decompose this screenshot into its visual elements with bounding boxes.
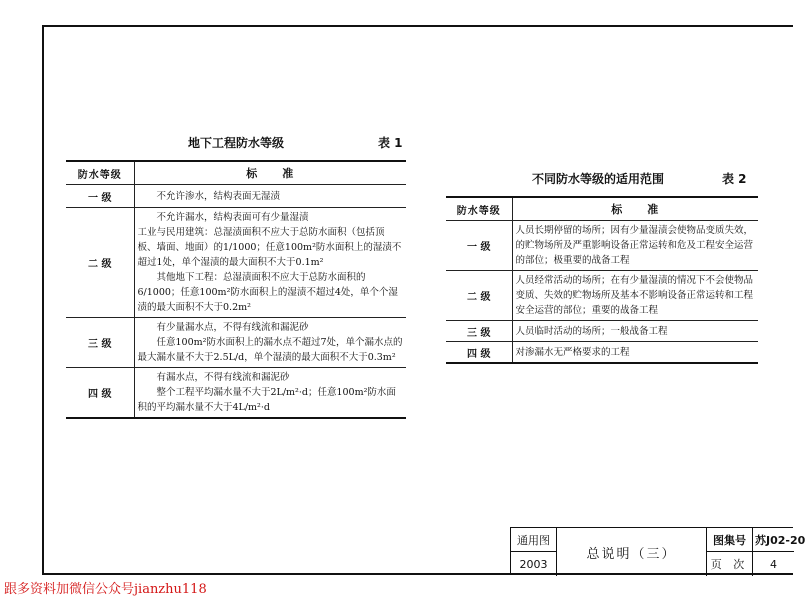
table2-header-standard: 标 准: [512, 197, 758, 221]
table2-cell-4: 对渗漏水无严格要求的工程: [512, 342, 758, 364]
table1-title: 地下工程防水等级: [188, 136, 285, 150]
table1-row2-line2: 工业与民用建筑：总湿渍面积不应大于总防水面积（包括顶板、墙面、地面）的1/1000；任意100m²防水面积上的湿渍不超过1处，单个湿渍的最大面积不大于0.1m²: [137, 227, 402, 268]
table1-row2-line3: 其他地下工程：总湿渍面积不应大于总防水面积的6/1000；任意100m²防水面积上的湿渍不超过4处，单个个湿渍的最大面积不大于0.2m²: [137, 272, 398, 313]
table1-row1-line1: 不允许渗水，结构表面无湿渍: [156, 190, 281, 202]
table2-title: 不同防水等级的适用范围: [532, 172, 665, 186]
table1-row3-line2: 任意100m²防水面积上的漏水点不超过7处，单个漏水点的最大漏水量不大于2.5L/d，单个湿渍的最大面积不大于0.3m²: [137, 337, 403, 363]
table2-label: 表 2: [722, 172, 747, 186]
sheet-title: 总说明（三）: [557, 528, 707, 576]
table-row: [446, 221, 758, 271]
page-number-value: 4: [770, 557, 777, 571]
table1-level-4: 四 级: [66, 368, 134, 419]
table1-cell-2: [134, 208, 406, 318]
table1-row4-line1: 有漏水点，不得有线流和漏泥砂: [156, 372, 290, 383]
title-block: [510, 527, 805, 575]
table-row: [446, 271, 758, 321]
table1: [66, 160, 406, 419]
atlas-number-value: 苏J02-20: [753, 528, 794, 552]
watermark-text: 跟多资料加微信公众号jianzhu118: [4, 582, 207, 597]
atlas-number-label: 图集号: [707, 528, 753, 552]
table2-level-1: 一 级: [446, 221, 512, 271]
table-row: [66, 208, 406, 318]
table2-header-level: 防水等级: [446, 197, 512, 221]
table1-level-2: 二 级: [66, 208, 134, 318]
table2-level-2: 二 级: [446, 271, 512, 321]
table2-cell-2: 人员经常活动的场所；在有少量湿渍的情况下不会使物品变质、失效的贮物场所及基本不影响设备正常运转和工程安全运营的部位；重要的战备工程: [512, 271, 758, 321]
table2: [446, 196, 758, 364]
year-value: 2003: [511, 552, 557, 576]
table2-level-4: 四 级: [446, 342, 512, 364]
general-drawing-label: 通用图: [511, 528, 557, 552]
table1-cell-3: [134, 318, 406, 368]
table1-row2-line1: 不允许漏水，结构表面可有少量湿渍: [156, 212, 309, 223]
table1-level-1: 一 级: [66, 185, 134, 208]
table1-header-level: 防水等级: [66, 161, 134, 185]
table-row: [66, 318, 406, 368]
table1-level-3: 三 级: [66, 318, 134, 368]
page-label: 页 次: [707, 552, 753, 576]
table2-cell-3: 人员临时活动的场所；一般战备工程: [512, 321, 758, 342]
table1-cell-4: [134, 368, 406, 419]
table-row: [66, 185, 406, 208]
table2-header-row: [446, 197, 758, 221]
table2-cell-1: 人员长期停留的场所；因有少量湿渍会使物品变质失效，的贮物场所及严重影响设备正常运转和危及工程安全运营的部位；极重要的战备工程: [512, 221, 758, 271]
table1-header-standard: 标 准: [134, 161, 406, 185]
table1-row4-line2: 整个工程平均漏水量不大于2L/m²·d；任意100m²防水面积的平均漏水量不大于4L/m²·d: [137, 387, 396, 413]
table-row: [66, 368, 406, 419]
table2-level-3: 三 级: [446, 321, 512, 342]
table1-label: 表 1: [378, 136, 403, 150]
table-row: [446, 321, 758, 342]
table1-cell-1: [134, 185, 406, 208]
table1-row3-line1: 有少量漏水点，不得有线流和漏泥砂: [156, 322, 309, 333]
table-row: [446, 342, 758, 364]
table1-header-row: [66, 161, 406, 185]
